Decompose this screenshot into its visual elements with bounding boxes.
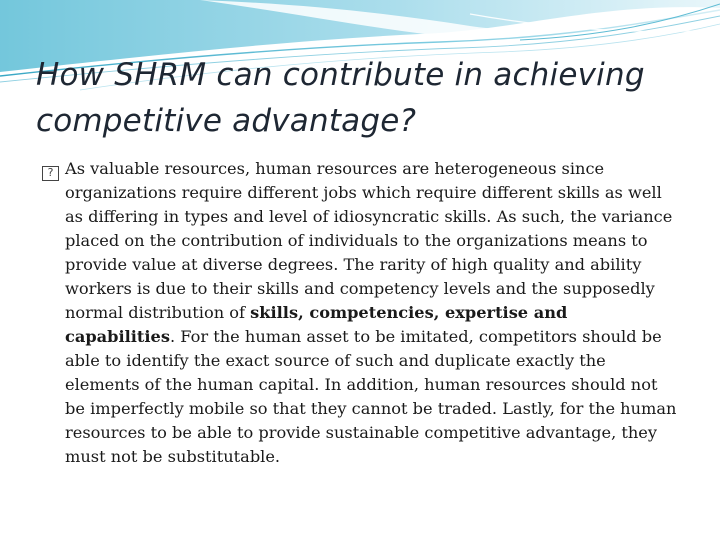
paragraph-bold-text: skills, competencies, expertise and capabilities — [65, 303, 568, 346]
paragraph-text-after-bold: . For the human asset to be imitated, competitors should be able to identify the exact source of such and duplicate exactly the elements of the human capital. In addition, human resources should not be imperfectly mobile so that they cannot be traded. Lastly, for the human resources to be able to provide sustainable competitive advantage, they must not be substitutable. — [65, 327, 677, 466]
slide-body — [42, 157, 682, 469]
missing-glyph-box-icon: ? — [42, 166, 59, 181]
bullet-paragraph — [42, 157, 682, 469]
slide-title: How SHRM can contribute in achieving competitive advantage? — [36, 57, 645, 139]
paragraph-text-before-bold: As valuable resources, human resources are heterogeneous since organizations require different jobs which require different skills as well as differing in types and level of idiosyncratic skills. As such, the variance placed on the contribution of individuals to the organizations means to provide value at diverse degrees. The rarity of high quality and ability workers is due to their skills and competency levels and the supposedly normal distribution of — [65, 159, 673, 322]
